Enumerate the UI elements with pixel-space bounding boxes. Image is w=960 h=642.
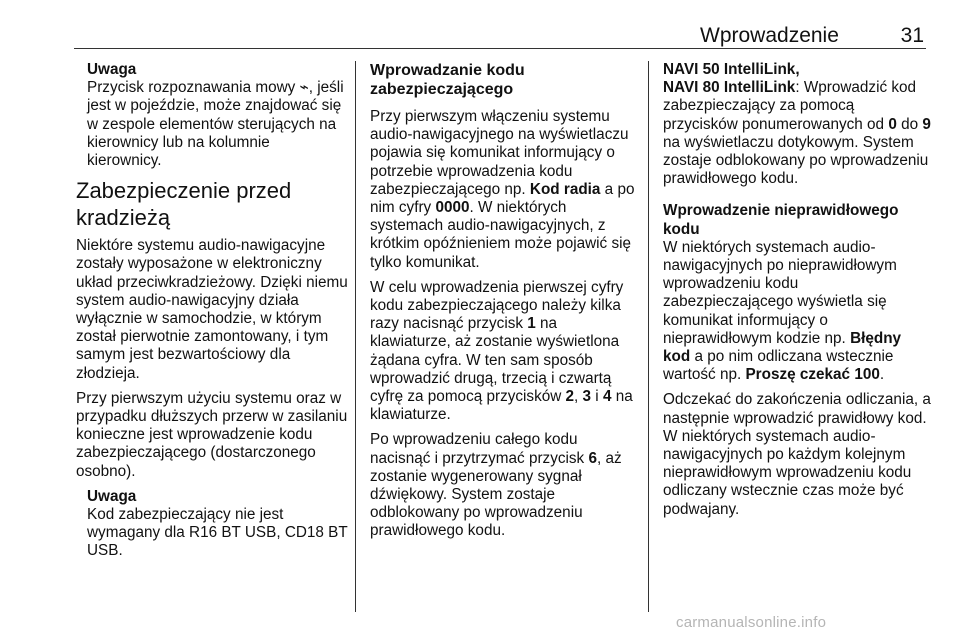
column-left — [76, 61, 348, 568]
column-middle — [370, 61, 642, 548]
button-ref: 6 — [588, 449, 597, 467]
text-run: do — [896, 115, 923, 133]
button-ref: 3 — [582, 388, 592, 406]
button-ref: 0 — [888, 115, 897, 133]
text-run: i — [591, 388, 603, 406]
watermark: carmanualsonline.info — [676, 614, 827, 631]
header-divider — [74, 48, 926, 49]
system-name: NAVI 80 IntelliLink — [663, 79, 796, 97]
text-run: W celu wprowadzenia pierwszej cyfry kodu zabezpieczającego należy kilka razy nacisnąć przycisk — [370, 278, 624, 333]
display-message: Kod radia — [529, 180, 601, 198]
section-heading: Zabezpieczenie przed kradzieżą — [76, 178, 292, 231]
text-run: . — [879, 366, 885, 384]
text-run: Po wprowadzeniu całego kodu nacisnąć i przytrzymać przycisk — [370, 431, 589, 467]
column-divider-right — [648, 61, 649, 612]
button-ref: 1 — [527, 315, 536, 333]
paragraph — [370, 108, 642, 272]
text-run: , — [574, 388, 583, 406]
page-number: 31 — [900, 24, 924, 47]
paragraph — [663, 239, 931, 385]
text-run: a po nim odliczana wstecznie wartość np. — [663, 348, 894, 384]
paragraph — [370, 431, 642, 540]
button-ref: 2 — [565, 388, 575, 406]
text-run: . W niektórych systemach audio-nawigacyjnych, z krótkim opóźnieniem może pojawić się tylko komunikat. — [370, 199, 632, 271]
button-ref: 9 — [922, 115, 931, 133]
paragraph: Niektóre systemu audio-nawigacyjne zostały wyposażone w elektroniczny układ przeciwkradzieżowy. Dzięki niemu system audio-nawigacyjny działa wyłącznie w samochodzie, w którym został pierwotnie zamontowany, i tym samym jest bezwartościowy dla złodzieja. — [76, 237, 348, 382]
text-run: na klawiaturze. — [370, 388, 633, 424]
note-title: Uwaga — [87, 487, 137, 505]
column-divider-left — [355, 61, 356, 612]
header-title: Wprowadzenie — [700, 24, 839, 47]
display-code: 0000 — [435, 199, 470, 217]
text-run: : Wprowadzić kod zabezpieczający za pomocą przycisków ponumerowanych od — [663, 79, 917, 133]
button-ref: 4 — [602, 388, 612, 406]
text-run: na klawiaturze, aż zostanie wyświetlona żądana cyfra. W ten sam sposób wprowadzić drugą, trzecią i czwartą cyfrę za pomocą przycisków — [370, 315, 620, 406]
text-run: a po nim cyfry — [370, 180, 635, 217]
text-run: W niektórych systemach audio-nawigacyjnych po nieprawidłowym wprowadzeniu kodu zabezpieczającego wyświetla się komunikat informujący o nieprawidłowym kodzie np. — [663, 238, 897, 347]
column-right — [663, 61, 931, 526]
subsection-heading: Wprowadzanie kodu zabezpieczającego — [370, 62, 525, 98]
note-box — [76, 488, 348, 561]
subsection-heading: Wprowadzenie nieprawidłowego kodu — [663, 202, 899, 238]
display-message: Proszę czekać 100 — [745, 366, 880, 384]
paragraph: Przy pierwszym użyciu systemu oraz w przypadku dłuższych przerw w zasilaniu konieczne jest wprowadzenie kodu zabezpieczającego (dostarczonego osobno). — [76, 389, 348, 480]
paragraph — [370, 279, 642, 425]
text-run: Przy pierwszym włączeniu systemu audio-nawigacyjnego na wyświetlaczu pojawia się komunikat informujący o potrzebie wprowadzenia kodu zabezpieczającego np. — [370, 108, 629, 198]
text-run: na wyświetlaczu dotykowym. System zostaje odblokowany po wprowadzeniu prawidłowego kodu. — [663, 133, 929, 188]
note-title: Uwaga — [87, 61, 137, 78]
text-run: , aż zostanie wygenerowany sygnał dźwiękowy. System zostaje odblokowany po wprowadzeniu prawidłowego kodu. — [370, 449, 622, 540]
note-text: Kod zabezpieczający nie jest wymagany dla R16 BT USB, CD18 BT USB. — [87, 506, 348, 560]
note-box — [76, 61, 348, 170]
paragraph: Odczekać do zakończenia odliczania, a następnie wprowadzić prawidłowy kod. W niektórych systemach audio-nawigacyjnych po każdym kolejnym nieprawidłowym wprowadzeniu kodu odliczany wstecznie czas może być podwajany. — [663, 391, 931, 518]
display-message: Błędny kod — [663, 329, 902, 366]
paragraph — [663, 61, 931, 188]
system-name: NAVI 50 IntelliLink, — [663, 61, 800, 78]
note-text: Przycisk rozpoznawania mowy ⌁, jeśli jest w pojeździe, może znajdować się w zespole elementów sterujących na kierownicy lub na kolumnie kierownicy. — [87, 79, 344, 170]
